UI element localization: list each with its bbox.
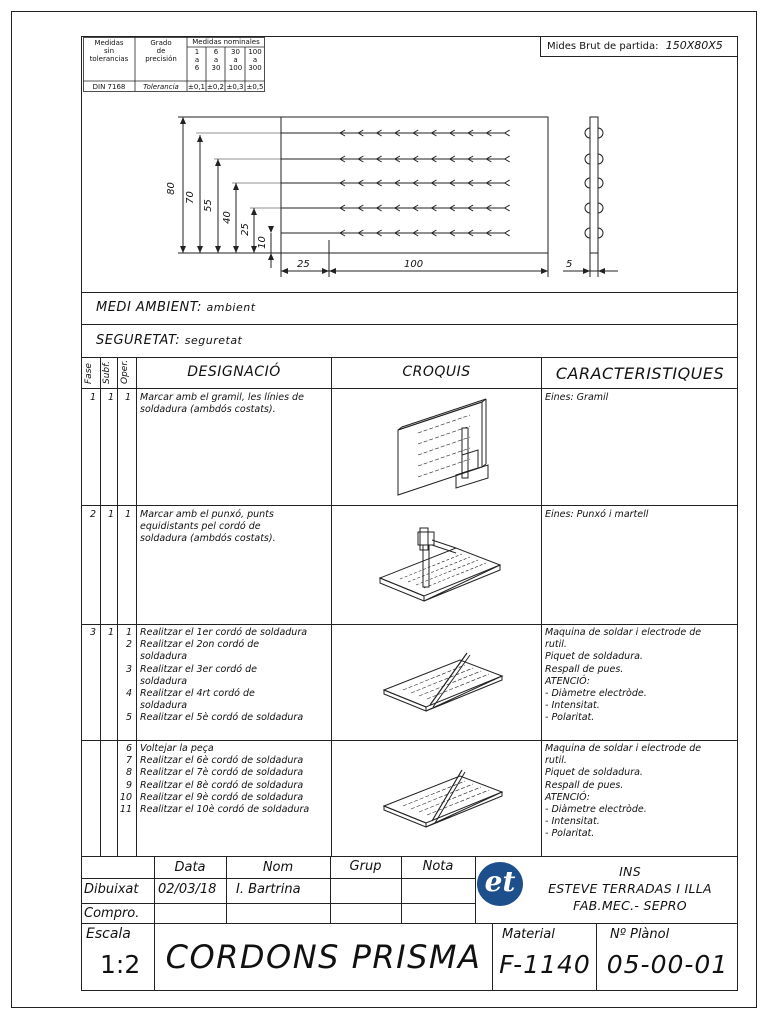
tol-value-1: ±0,1: [188, 83, 205, 91]
row3-op: 3: [125, 663, 132, 675]
row1-desig-line: Marcar amb el gramil, les línies de: [140, 392, 304, 403]
row1-desig-line: soldadura (ambdós costats).: [140, 404, 276, 416]
row3-car-line: - Intensitat.: [545, 700, 600, 712]
row4-car-line: Maquina de soldar i electrode de: [545, 743, 702, 754]
header-fase: Fase: [84, 363, 94, 384]
row3-car-line: - Polaritat.: [545, 712, 595, 724]
row1-op: 1: [124, 392, 131, 403]
drawing-title: CORDONS PRISMA: [165, 938, 482, 976]
dim-55: 55: [202, 199, 214, 212]
medi-ambient-value: ambient: [206, 301, 256, 314]
row3-fase: 3: [89, 627, 96, 638]
weld-mark: [505, 205, 510, 211]
row4-desig-line: Realitzar el 10è cordó de soldadura: [140, 804, 310, 816]
tol-range-c1: 30: [231, 48, 240, 56]
seguretat-label: SEGURETAT:: [96, 333, 181, 348]
row3-subf: 1: [107, 627, 114, 638]
row4-car-line: - Polaritat.: [545, 828, 595, 840]
row4-car-line: Respall de pues.: [545, 779, 624, 791]
row3-op: [119, 700, 132, 712]
school-line: INS: [619, 864, 641, 879]
seguretat-value: seguretat: [184, 334, 243, 347]
row4-car-line: Piquet de soldadura.: [545, 767, 643, 779]
tol-value-3: ±0,3: [226, 83, 244, 91]
seguretat-row: [96, 333, 242, 348]
row2-desig-line: Marcar amb el punxó, punts: [140, 509, 274, 520]
tb-header-data: Data: [174, 860, 206, 875]
row4-op: 10: [119, 791, 132, 803]
dim-10: 10: [256, 236, 268, 249]
tol-range-b2: a: [213, 56, 219, 64]
tb-planol-label: Nº Plànol: [610, 927, 670, 942]
header-caracteristiques: CARACTERISTIQUES: [555, 364, 725, 383]
header-oper: Oper.: [120, 359, 130, 384]
row4-designacio: [140, 743, 332, 816]
medi-ambient-row: [96, 300, 256, 315]
row1-designacio: [140, 392, 330, 416]
school-logo: [477, 862, 523, 906]
tb-dibuixat-date: 02/03/18: [158, 882, 217, 897]
row3-car-line: ATENCIÓ:: [545, 675, 591, 687]
row4-desig-line: Realitzar el 8è cordó de soldadura: [140, 779, 304, 791]
dim-thickness: 5: [566, 259, 573, 270]
row3-desig-line: Realitzar el 2on cordó de: [140, 639, 260, 651]
row3-designacio: [140, 627, 332, 725]
row4-desig-line: Realitzar el 9è cordó de soldadura: [140, 791, 304, 803]
row3-desig-line: Realitzar el 4rt cordó de: [140, 688, 255, 700]
row3-desig-line: Realitzar el 1er cordó de soldadura: [140, 627, 308, 638]
row4-caracteristiques: [545, 743, 737, 841]
school-line: FAB.MEC.- SEPRO: [573, 898, 687, 913]
tol-range-d3: 300: [248, 64, 262, 72]
row3-desig-line: soldadura: [140, 675, 188, 687]
dim-70: 70: [184, 191, 196, 204]
tb-escala-value: 1:2: [100, 950, 141, 979]
row4-car-line: - Intensitat.: [545, 816, 600, 828]
tb-dibuixat-name: I. Bartrina: [236, 882, 301, 897]
row2-desig-line: soldadura (ambdós costats).: [140, 533, 276, 545]
tol-range-d2: a: [252, 56, 258, 64]
row1-fase: 1: [89, 392, 96, 403]
dim-80: 80: [165, 182, 177, 195]
tol-value-2: ±0,2: [207, 83, 224, 91]
row3-ops: [119, 627, 132, 725]
row2-caracteristiques: Eines: Punxó i martell: [545, 509, 649, 520]
row3-desig-line: soldadura: [140, 700, 188, 712]
row4-desig-line: Realitzar el 7è cordó de soldadura: [140, 767, 304, 779]
row3-car-line: Respall de pues.: [545, 663, 624, 675]
header-subf: Subf.: [102, 360, 112, 384]
row4-op: 8: [125, 767, 132, 779]
tol-range-a1: 1: [194, 48, 200, 56]
row2-op: 1: [124, 509, 131, 520]
row4-car-line: ATENCIÓ:: [545, 791, 591, 803]
row4-car-line: rutil.: [545, 755, 567, 767]
tol-range-d1: 100: [248, 48, 262, 56]
tb-dibuixat-label: Dibuixat: [84, 882, 139, 897]
logo-text: et: [484, 865, 516, 898]
tol-value-4: ±0,5: [246, 83, 264, 91]
row4-desig-line: Realitzar el 6è cordó de soldadura: [140, 755, 304, 767]
tol-range-c3: 100: [228, 64, 243, 72]
dim-25: 25: [239, 223, 251, 236]
tol-range-a3: 6: [194, 64, 200, 72]
weld-mark: [505, 130, 510, 136]
raw-stock-value: 150X80X5: [665, 39, 723, 52]
row4-desig-line: Voltejar la peça: [140, 743, 214, 754]
technical-drawing: [0, 0, 768, 300]
row3-op: 4: [125, 688, 132, 700]
row3-op: [119, 651, 132, 663]
header-croquis: CROQUIS: [402, 364, 471, 380]
row1-subf: 1: [107, 392, 114, 403]
tb-material-label: Material: [502, 927, 555, 942]
row4-op: 11: [119, 804, 132, 816]
row3-desig-line: soldadura: [140, 651, 188, 663]
tol-col-measures: Medidas sin tolerancias: [89, 39, 129, 63]
tol-range-b3: 30: [211, 64, 221, 72]
tb-planol-value: 05-00-01: [606, 950, 729, 979]
row3-op: 2: [125, 639, 132, 651]
row3-op: [119, 676, 132, 688]
row4-op: 9: [125, 779, 132, 791]
tol-range-c2: a: [233, 56, 238, 64]
tb-material-value: F-1140: [499, 950, 591, 979]
row1-caracteristiques: Eines: Gramil: [545, 392, 609, 403]
row4-op: 6: [125, 743, 132, 754]
tol-col-nominal: Medidas nominales: [192, 38, 260, 46]
header-designacio: DESIGNACIÓ: [187, 364, 281, 380]
medi-ambient-label: MEDI AMBIENT:: [96, 300, 202, 315]
dim-h25: 25: [297, 259, 310, 270]
weld-mark: [505, 156, 510, 162]
school-name: [524, 863, 736, 914]
dim-40: 40: [221, 211, 233, 224]
tb-header-grup: Grup: [349, 859, 382, 874]
row3-car-line: Maquina de soldar i electrode de: [545, 627, 702, 638]
tb-escala-label: Escala: [86, 926, 131, 942]
tol-label: Tolerancia: [143, 83, 179, 91]
row2-desig-line: equidistants pel cordó de: [140, 521, 261, 533]
tb-header-nota: Nota: [422, 859, 454, 874]
tol-standard: DIN 7168: [92, 83, 126, 91]
row3-op: 1: [125, 627, 132, 638]
tol-col-grade: Grado de precisión: [145, 39, 177, 63]
weld-mark: [505, 180, 510, 186]
row3-car-line: rutil.: [545, 639, 567, 651]
row4-ops: [119, 743, 132, 816]
weld-mark: [505, 230, 510, 236]
row2-designacio: [140, 509, 330, 546]
row4-op: 7: [125, 755, 132, 767]
tol-range-b1: 6: [213, 48, 219, 56]
tol-range-a2: a: [194, 56, 200, 64]
row3-car-line: - Diàmetre electròde.: [545, 688, 647, 700]
tb-header-nom: Nom: [262, 860, 294, 875]
row3-desig-line: Realitzar el 5è cordó de soldadura: [140, 712, 304, 724]
row3-op: 5: [125, 712, 132, 724]
dim-h100: 100: [404, 259, 424, 270]
tb-compro-label: Compro.: [84, 906, 140, 921]
row2-fase: 2: [89, 509, 96, 520]
row4-car-line: - Diàmetre electròde.: [545, 804, 647, 816]
row2-subf: 1: [107, 509, 114, 520]
row3-caracteristiques: [545, 627, 737, 725]
row3-desig-line: Realitzar el 3er cordó de: [140, 663, 258, 675]
school-line: ESTEVE TERRADAS I ILLA: [548, 881, 712, 896]
raw-stock-label: Mides Brut de partida:: [547, 41, 659, 52]
row3-car-line: Piquet de soldadura.: [545, 651, 643, 663]
